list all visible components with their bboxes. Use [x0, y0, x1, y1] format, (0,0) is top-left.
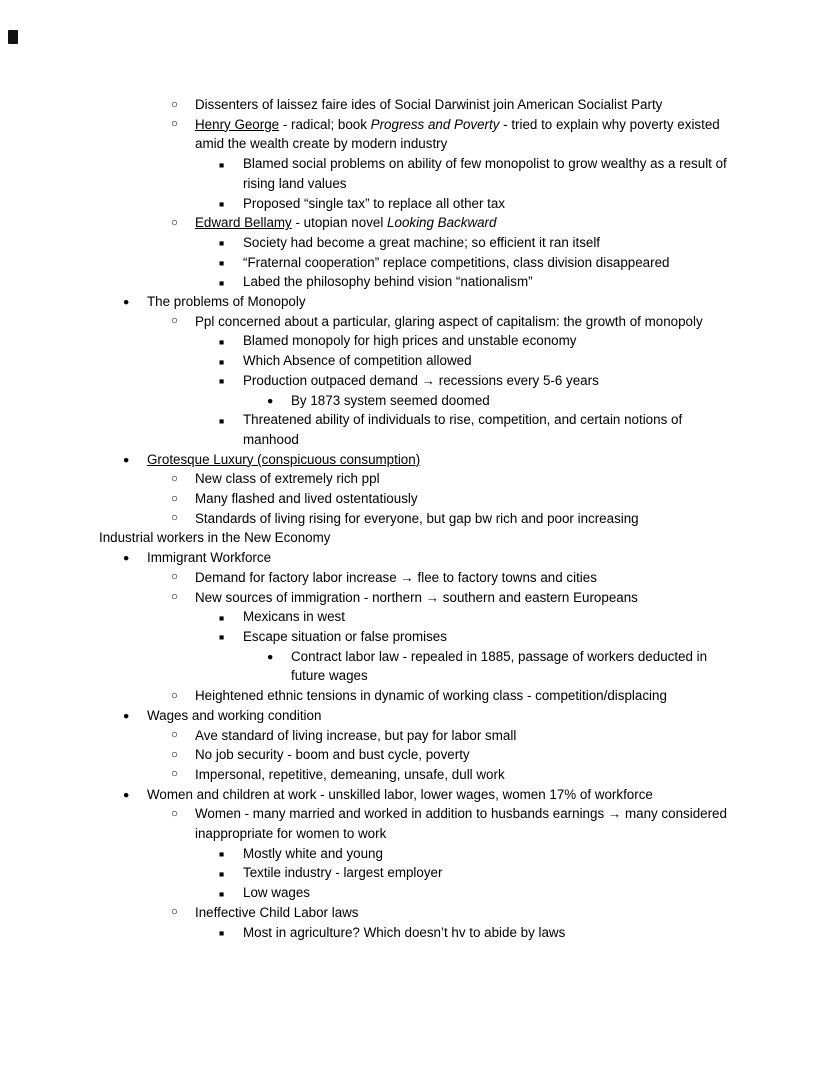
list-item [171, 213, 728, 233]
list-item-text: Textile industry - largest employer [243, 865, 443, 881]
disc-bullet-icon: ● [123, 296, 130, 309]
square-bullet-icon: ■ [219, 612, 225, 623]
circle-bullet-icon: ○ [171, 315, 178, 328]
list-item-text: Blamed social problems on ability of few monopolist to grow wealthy as a result of rising land values [243, 156, 727, 191]
square-bullet-icon: ■ [219, 632, 225, 643]
list-item [171, 115, 728, 154]
list-item-text: Women and children at work - unskilled labor, lower wages, women 17% of workforce [147, 786, 653, 802]
list-item [171, 804, 728, 843]
list-item [171, 489, 728, 509]
list-item [267, 391, 728, 411]
list-item-text: Mexicans in west [243, 609, 345, 625]
circle-bullet-icon: ○ [171, 472, 178, 485]
list-item [171, 588, 728, 608]
list-item-text: “Fraternal cooperation” replace competitions, class division disappeared [243, 254, 670, 270]
list-item [219, 607, 728, 627]
list-item-text: No job security - boom and bust cycle, poverty [195, 747, 470, 763]
list-item-text: Escape situation or false promises [243, 628, 447, 644]
list-item-text: Ppl concerned about a particular, glaring aspect of capitalism: the growth of monopoly [195, 313, 703, 329]
list-item-text: Ineffective Child Labor laws [195, 904, 359, 920]
list-item [171, 765, 728, 785]
list-item-text: Ave standard of living increase, but pay for labor small [195, 727, 517, 743]
list-item [123, 292, 728, 312]
square-bullet-icon: ■ [219, 888, 225, 899]
list-item [219, 154, 728, 193]
square-bullet-icon: ■ [219, 868, 225, 879]
list-item-text: Immigrant Workforce [147, 550, 272, 566]
square-bullet-icon: ■ [219, 277, 225, 288]
list-item [171, 509, 728, 529]
list-item-text: Standards of living rising for everyone, but gap bw rich and poor increasing [195, 510, 639, 526]
circle-bullet-icon: ○ [171, 512, 178, 525]
list-item [219, 272, 728, 292]
list-item [219, 194, 728, 214]
circle-bullet-icon: ○ [171, 748, 178, 761]
list-item-text: Blamed monopoly for high prices and unstable economy [243, 333, 577, 349]
disc-bullet-icon: ● [123, 552, 130, 565]
circle-bullet-icon: ○ [171, 807, 178, 820]
square-bullet-icon: ■ [219, 376, 225, 387]
square-bullet-icon: ■ [219, 928, 225, 939]
circle-bullet-icon: ○ [171, 571, 178, 584]
list-item-text: Contract labor law - repealed in 1885, passage of workers deducted in future wages [291, 648, 708, 684]
circle-bullet-icon: ○ [171, 492, 178, 505]
circle-bullet-icon: ○ [171, 591, 178, 604]
disc-bullet-icon: ● [123, 788, 130, 801]
disc-bullet-icon: ● [123, 709, 130, 722]
disc-bullet-icon: ● [267, 650, 274, 663]
square-bullet-icon: ■ [219, 336, 225, 347]
list-item-text: Most in agriculture? Which doesn’t hv to abide by laws [243, 924, 566, 940]
square-bullet-icon: ■ [219, 849, 225, 860]
list-item [219, 351, 728, 371]
square-bullet-icon: ■ [219, 199, 225, 210]
list-item-text: Wages and working condition [147, 707, 322, 723]
list-item-text: Henry George - radical; book Progress and Poverty - tried to explain why poverty existed amid the wealth create by modern industry [195, 116, 720, 152]
list-item [219, 923, 728, 943]
list-item [219, 410, 728, 449]
list-item [123, 450, 728, 470]
list-item [219, 627, 728, 647]
list-item [219, 233, 728, 253]
list-item [171, 726, 728, 746]
list-item-text: Impersonal, repetitive, demeaning, unsafe, dull work [195, 766, 505, 782]
list-item [123, 548, 728, 568]
circle-bullet-icon: ○ [171, 98, 178, 111]
list-item-text: Society had become a great machine; so efficient it ran itself [243, 234, 601, 250]
list-item [171, 745, 728, 765]
list-item [99, 528, 728, 548]
list-item [219, 863, 728, 883]
circle-bullet-icon: ○ [171, 689, 178, 702]
list-item [219, 253, 728, 273]
square-bullet-icon: ■ [219, 258, 225, 269]
list-item-text: Edward Bellamy - utopian novel Looking Backward [195, 215, 497, 231]
list-item-text: Labed the philosophy behind vision “nationalism” [243, 274, 533, 290]
list-item [171, 95, 728, 115]
list-item [219, 371, 728, 391]
list-item-text: New class of extremely rich ppl [195, 471, 380, 487]
list-item [123, 706, 728, 726]
list-item-text: Women - many married and worked in addition to husbands earnings → many considered inappropriate for women to work [195, 806, 727, 842]
document-body [99, 95, 728, 942]
list-item-text: New sources of immigration - northern → southern and eastern Europeans [195, 589, 638, 605]
list-item-text: Dissenters of laissez faire ides of Social Darwinist join American Socialist Party [195, 97, 663, 112]
list-item-text: Many flashed and lived ostentatiously [195, 491, 418, 507]
square-bullet-icon: ■ [219, 238, 225, 249]
circle-bullet-icon: ○ [171, 118, 178, 131]
list-item-text: Heightened ethnic tensions in dynamic of working class - competition/displacing [195, 688, 667, 704]
list-item [219, 844, 728, 864]
list-item-text: Grotesque Luxury (conspicuous consumption) [147, 451, 421, 467]
list-item [171, 903, 728, 923]
circle-bullet-icon: ○ [171, 216, 178, 229]
list-item [219, 883, 728, 903]
list-item [171, 312, 728, 332]
list-item-text: Industrial workers in the New Economy [99, 530, 331, 546]
square-bullet-icon: ■ [219, 159, 225, 170]
disc-bullet-icon: ● [267, 394, 274, 407]
circle-bullet-icon: ○ [171, 906, 178, 919]
list-item-text: Production outpaced demand → recessions every 5-6 years [243, 372, 599, 388]
list-item-text: Low wages [243, 885, 310, 901]
list-item-text: Mostly white and young [243, 845, 383, 861]
list-item [171, 686, 728, 706]
list-item-text: Threatened ability of individuals to rise, competition, and certain notions of manhood [243, 412, 683, 447]
list-item-text: The problems of Monopoly [147, 294, 306, 310]
list-item [123, 785, 728, 805]
corner-mark [8, 30, 18, 44]
list-item [219, 331, 728, 351]
disc-bullet-icon: ● [123, 453, 130, 466]
list-item-text: Which Absence of competition allowed [243, 353, 472, 369]
list-item [171, 469, 728, 489]
circle-bullet-icon: ○ [171, 729, 178, 741]
square-bullet-icon: ■ [219, 415, 225, 426]
list-item-text: By 1873 system seemed doomed [291, 392, 490, 408]
list-item-text: Proposed “single tax” to replace all other tax [243, 195, 506, 211]
square-bullet-icon: ■ [219, 356, 225, 367]
list-item-text: Demand for factory labor increase → flee to factory towns and cities [195, 569, 597, 585]
list-item [171, 568, 728, 588]
list-item [267, 647, 728, 686]
circle-bullet-icon: ○ [171, 768, 178, 781]
